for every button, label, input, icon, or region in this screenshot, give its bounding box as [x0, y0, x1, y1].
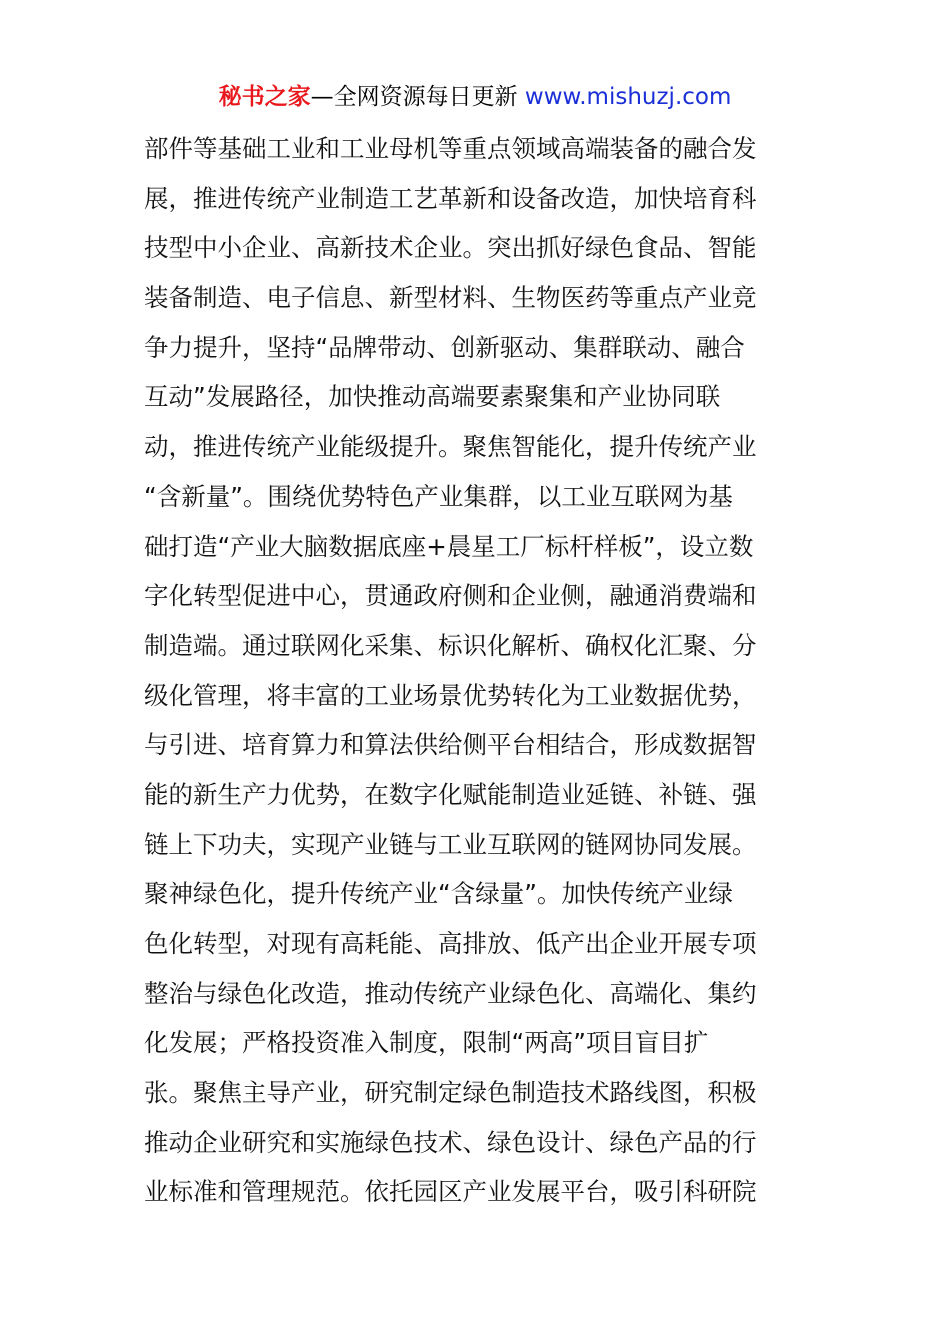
- text-line: 与引进、培育算力和算法供给侧平台相结合，形成数据智: [144, 730, 757, 760]
- text-line: 推动企业研究和实施绿色技术、绿色设计、绿色产品的行: [144, 1127, 757, 1157]
- text-line: 制造端。通过联网化采集、标识化解析、确权化汇聚、分: [144, 630, 757, 660]
- page-header: [0, 80, 950, 114]
- text-line: 动，推进传统产业能级提升。聚焦智能化，提升传统产业: [144, 432, 757, 462]
- text-line: 业标准和管理规范。依托园区产业发展平台，吸引科研院: [144, 1177, 757, 1207]
- text-line: 技型中小企业、高新技术企业。突出抓好绿色食品、智能: [144, 233, 757, 263]
- text-line: 链上下功夫，实现产业链与工业互联网的链网协同发展。: [144, 829, 757, 859]
- text-line: 互动”发展路径，加快推动高端要素聚集和产业协同联: [144, 382, 721, 412]
- website-link[interactable]: www.mishuzj.com: [524, 84, 732, 110]
- text-line: 展，推进传统产业制造工艺革新和设备改造，加快培育科: [144, 183, 757, 213]
- header-tagline: —全网资源每日更新: [310, 84, 518, 110]
- text-line: 色化转型，对现有高耗能、高排放、低产出企业开展专项: [144, 929, 757, 958]
- document-body: [144, 124, 824, 1217]
- text-line: 础打造“产业大脑数据底座+晨星工厂标杆样板”，设立数: [144, 531, 754, 561]
- text-line: 级化管理，将丰富的工业场景优势转化为工业数据优势，: [144, 680, 757, 710]
- text-line: “含新量”。围绕优势特色产业集群，以工业互联网为基: [144, 481, 733, 511]
- text-line: 张。聚焦主导产业，研究制定绿色制造技术路线图，积极: [144, 1078, 757, 1108]
- text-line: 整治与绿色化改造，推动传统产业绿色化、高端化、集约: [144, 978, 757, 1008]
- text-line: 能的新生产力优势，在数字化赋能制造业延链、补链、强: [144, 779, 757, 809]
- text-line: 装备制造、电子信息、新型材料、生物医药等重点产业竞: [144, 283, 757, 313]
- brand-name: 秘书之家: [218, 84, 311, 110]
- text-line: 争力提升，坚持“品牌带动、创新驱动、集群联动、融合: [144, 332, 745, 362]
- text-line: 部件等基础工业和工业母机等重点领域高端装备的融合发: [144, 134, 757, 163]
- text-line: 字化转型促进中心，贯通政府侧和企业侧，融通消费端和: [144, 581, 757, 611]
- text-line: 聚神绿色化，提升传统产业“含绿量”。加快传统产业绿: [144, 879, 733, 909]
- text-line: 化发展；严格投资准入制度，限制“两高”项目盲目扩: [144, 1028, 709, 1058]
